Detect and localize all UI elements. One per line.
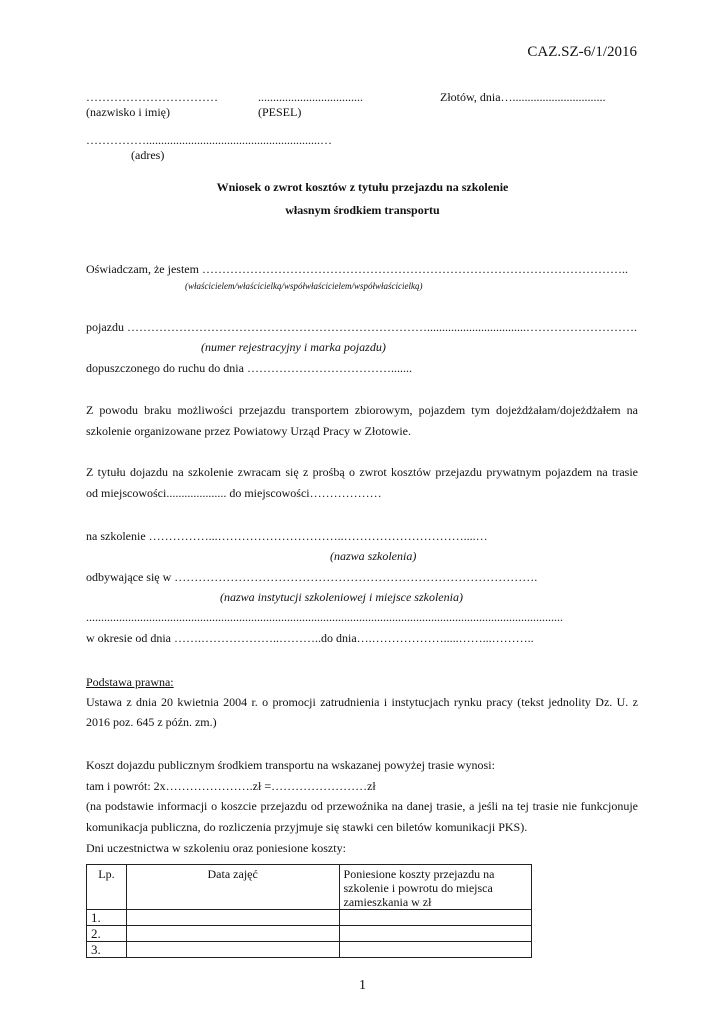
training-period-field[interactable]: w okresie od dnia …….………………..………..do dnia….……………….....……...……….. bbox=[86, 631, 534, 645]
legal-basis-heading: Podstawa prawna: bbox=[86, 675, 174, 689]
training-place-field[interactable]: odbywające się w ………………………………………………………………………………. bbox=[86, 570, 538, 584]
training-extra-dots[interactable]: ............................................................................................................................................................... bbox=[86, 610, 563, 624]
place-date-field[interactable]: Złotów, dnia…............................... bbox=[440, 90, 606, 104]
paragraph-transport-line2: szkolenie organizowane przez Powiatowy Urząd Pracy w Złotowie. bbox=[86, 424, 412, 438]
row-cost-cell[interactable] bbox=[339, 910, 531, 926]
row-date-cell[interactable] bbox=[126, 910, 339, 926]
address-field-dots[interactable]: ……………..........................................................… bbox=[86, 133, 332, 147]
route-field[interactable]: od miejscowości.................... do miejscowości……………… bbox=[86, 486, 382, 500]
row-date-cell[interactable] bbox=[126, 926, 339, 942]
table-row bbox=[87, 910, 532, 926]
attendance-cost-table bbox=[86, 864, 532, 958]
pesel-field-dots[interactable]: ................................... bbox=[258, 90, 363, 104]
paragraph-transport-line1: Z powodu braku możliwości przejazdu transportem zbiorowym, pojazdem tym dojeżdżałam/dojeżdżałem na bbox=[86, 403, 638, 417]
training-name-field[interactable]: na szkolenie ……………...…………………………..…………………………....… bbox=[86, 529, 488, 543]
table-row bbox=[87, 942, 532, 958]
row-cost-cell[interactable] bbox=[339, 942, 531, 958]
address-field-label: (adres) bbox=[131, 148, 165, 162]
name-field-dots[interactable]: …………………………… bbox=[86, 90, 218, 104]
page-number: 1 bbox=[359, 978, 366, 993]
owner-declaration-hint: (właścicielem/właścicielką/współwłaścicielem/współwłaścicielką) bbox=[185, 281, 423, 291]
form-title-line1: Wniosek o zwrot kosztów z tytułu przejazdu na szkolenie bbox=[216, 180, 509, 194]
legal-basis-line1: Ustawa z dnia 20 kwietnia 2004 r. o promocji zatrudnienia i instytucjach rynku pracy (tekst jednolity Dz. U. z bbox=[86, 695, 638, 709]
days-intro: Dni uczestnictwa w szkoleniu oraz poniesione koszty: bbox=[86, 841, 346, 855]
row-date-cell[interactable] bbox=[126, 942, 339, 958]
cost-note-line2: komunikacja publiczna, do rozliczenia przyjmuje się stawki cen biletów komunikacji PKS). bbox=[86, 820, 528, 834]
header-cost: Poniesione koszty przejazdu na szkolenie i powrotu do miejsca zamieszkania w zł bbox=[339, 865, 531, 910]
vehicle-field-hint: (numer rejestracyjny i marka pojazdu) bbox=[201, 340, 386, 354]
document-reference: CAZ.SZ-6/1/2016 bbox=[527, 44, 637, 60]
name-field-label: (nazwisko i imię) bbox=[86, 105, 170, 119]
form-title-line2: własnym środkiem transportu bbox=[285, 203, 440, 217]
training-place-hint: (nazwa instytucji szkoleniowej i miejsce szkolenia) bbox=[220, 590, 463, 604]
admission-date-field[interactable]: dopuszczonego do ruchu do dnia ………………………………....... bbox=[86, 361, 412, 375]
table-row bbox=[87, 926, 532, 942]
table-header-row bbox=[87, 865, 532, 910]
pesel-field-label: (PESEL) bbox=[258, 105, 302, 119]
cost-intro: Koszt dojazdu publicznym środkiem transportu na wskazanej powyżej trasie wynosi: bbox=[86, 758, 495, 772]
row-cost-cell[interactable] bbox=[339, 926, 531, 942]
header-lp: Lp. bbox=[87, 865, 127, 910]
header-date: Data zajęć bbox=[126, 865, 339, 910]
legal-basis-line2: 2016 poz. 645 z późn. zm.) bbox=[86, 715, 217, 729]
vehicle-field[interactable]: pojazdu ………………………………………………………………….................................………………………. bbox=[86, 320, 637, 334]
paragraph-route-line1: Z tytułu dojazdu na szkolenie zwracam się z prośbą o zwrot kosztów przejazdu prywatnym pojazdem na trasie bbox=[86, 465, 638, 479]
training-name-hint: (nazwa szkolenia) bbox=[330, 549, 417, 563]
row-lp: 3. bbox=[87, 942, 127, 958]
cost-note-line1: (na podstawie informacji o koszcie przejazdu od przewoźnika na danej trasie, a jeśli na tej trasie nie funkcjonuje bbox=[86, 799, 638, 813]
cost-calculation-field[interactable]: tam i powrót: 2x………………….zł =……………………zł bbox=[86, 779, 376, 793]
row-lp: 1. bbox=[87, 910, 127, 926]
owner-declaration[interactable]: Oświadczam, że jestem …………………………………………………………………………………………….. bbox=[86, 262, 628, 276]
row-lp: 2. bbox=[87, 926, 127, 942]
